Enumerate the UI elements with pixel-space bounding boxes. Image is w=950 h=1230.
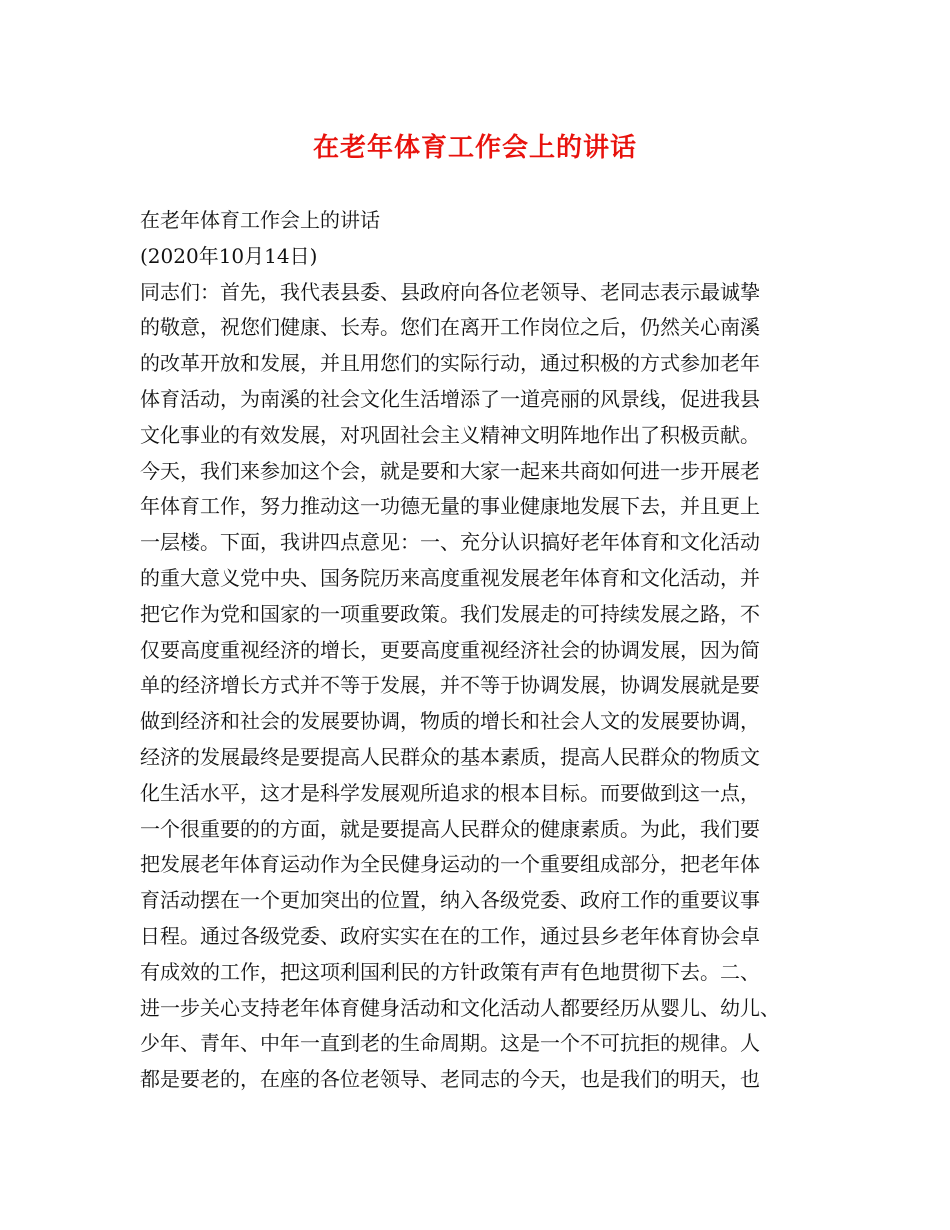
- document-subtitle: 在老年体育工作会上的讲话: [140, 208, 380, 232]
- body-text-line: 年体育工作，努力推动这一功德无量的事业健康地发展下去，并且更上: [140, 494, 760, 519]
- body-text-line: 一个很重要的的方面，就是要提高人民群众的健康素质。为此，我们要: [140, 816, 760, 841]
- body-text-line: 日程。通过各级党委、政府实实在在的工作，通过县乡老年体育协会卓: [140, 923, 760, 948]
- body-text-line: 的改革开放和发展，并且用您们的实际行动，通过积极的方式参加老年: [140, 351, 760, 376]
- body-text-line: 今天，我们来参加这个会，就是要和大家一起来共商如何进一步开展老: [140, 458, 760, 483]
- body-text-line: 文化事业的有效发展，对巩固社会主义精神文明阵地作出了积极贡献。: [140, 422, 760, 447]
- body-text: [140, 275, 830, 1098]
- body-text-line: 把发展老年体育运动作为全民健身运动的一个重要组成部分，把老年体: [140, 852, 760, 877]
- body-text-line: 单的经济增长方式并不等于发展，并不等于协调发展，协调发展就是要: [140, 673, 760, 698]
- body-text-line: 仅要高度重视经济的增长，更要高度重视经济社会的协调发展，因为简: [140, 637, 760, 662]
- body-text-line: 有成效的工作，把这项利国利民的方针政策有声有色地贯彻下去。二、: [140, 959, 760, 984]
- body-text-line: 化生活水平，这才是科学发展观所追求的根本目标。而要做到这一点，: [140, 780, 760, 805]
- body-text-line: 做到经济和社会的发展要协调，物质的增长和社会人文的发展要协调，: [140, 709, 760, 734]
- body-text-line: 一层楼。下面，我讲四点意见：一、充分认识搞好老年体育和文化活动: [140, 530, 760, 555]
- body-text-line: 都是要老的，在座的各位老领导、老同志的今天，也是我们的明天，也: [140, 1067, 760, 1092]
- document-date: (2020年10月14日): [140, 243, 318, 268]
- body-text-line: 育活动摆在一个更加突出的位置，纳入各级党委、政府工作的重要议事: [140, 888, 760, 913]
- body-text-line: 进一步关心支持老年体育健身活动和文化活动人都要经历从婴儿、幼儿、: [140, 995, 780, 1020]
- body-text-line: 把它作为党和国家的一项重要政策。我们发展走的可持续发展之路，不: [140, 601, 760, 626]
- body-text-line: 的重大意义党中央、国务院历来高度重视发展老年体育和文化活动，并: [140, 565, 760, 590]
- body-text-line: 体育活动，为南溪的社会文化生活增添了一道亮丽的风景线，促进我县: [140, 386, 760, 411]
- body-text-line: 同志们：首先，我代表县委、县政府向各位老领导、老同志表示最诚挚: [140, 279, 760, 304]
- document-body: [140, 203, 830, 1098]
- body-text-line: 的敬意，祝您们健康、长寿。您们在离开工作岗位之后，仍然关心南溪: [140, 315, 760, 340]
- body-text-line: 经济的发展最终是要提高人民群众的基本素质，提高人民群众的物质文: [140, 744, 760, 769]
- body-text-line: 少年、青年、中年一直到老的生命周期。这是一个不可抗拒的规律。人: [140, 1031, 760, 1056]
- document-title: 在老年体育工作会上的讲话: [312, 133, 637, 163]
